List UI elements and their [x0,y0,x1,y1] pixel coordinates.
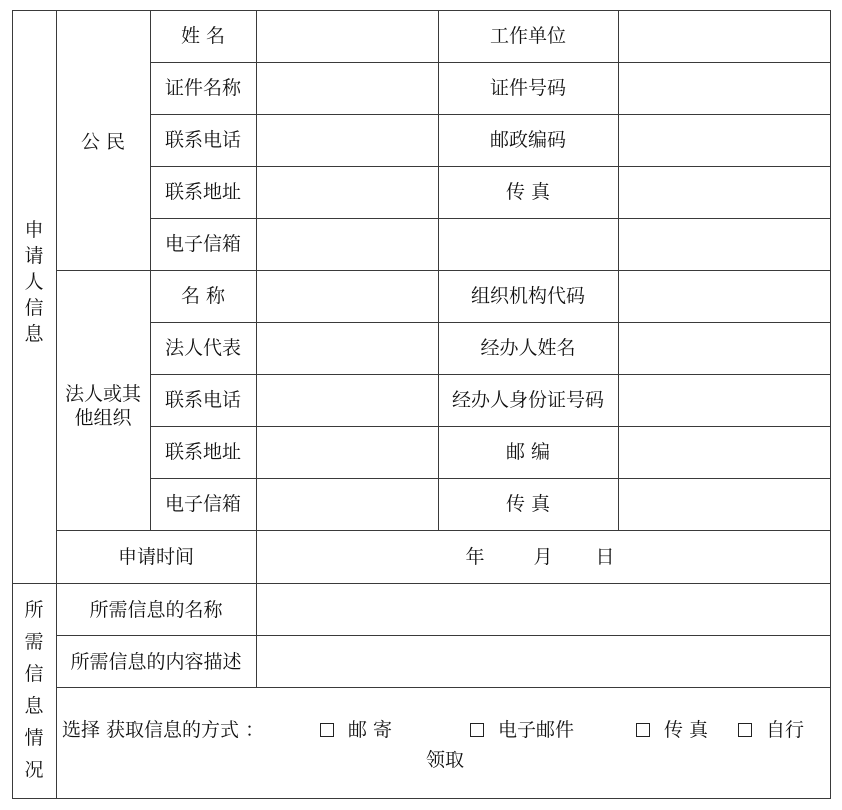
citizen-postcode-label: 邮政编码 [489,129,567,151]
citizen-fax-field[interactable] [619,167,829,218]
apply-year-label: 年 [465,546,485,568]
org-agent-name-label: 经办人姓名 [480,337,576,359]
section-needed-label-char: 所 [24,599,44,621]
org-fax-label: 传 真 [505,493,551,515]
option-self-pickup[interactable] [738,718,804,742]
org-group-label-line2: 他组织 [74,407,132,429]
org-postcode-label: 邮 编 [505,441,551,463]
info-name-label: 所需信息的名称 [89,599,223,621]
org-phone-field[interactable] [257,375,437,426]
org-address-label: 联系地址 [164,441,242,463]
option-self-pickup-label: 自行 [766,719,805,741]
info-name-field[interactable] [257,584,829,635]
section-needed-label-char: 需 [24,631,44,653]
apply-time-field[interactable] [257,531,829,583]
citizen-postcode-field[interactable] [619,115,829,166]
mail-checkbox[interactable] [320,723,334,737]
org-legal-rep-field[interactable] [257,323,437,374]
apply-day-label: 日 [595,546,615,568]
org-email-label: 电子信箱 [164,493,242,515]
citizen-id-type-field[interactable] [257,63,437,114]
citizen-email-field[interactable] [257,219,437,270]
org-code-field[interactable] [619,271,829,322]
citizen-fax-label: 传 真 [505,181,551,203]
org-name-field[interactable] [257,271,437,322]
section-needed-label-char: 情 [24,727,44,749]
option-self-pickup-wrap: 领取 [425,749,464,771]
option-mail[interactable] [320,718,392,742]
info-desc-label: 所需信息的内容描述 [70,651,242,673]
section-applicant-label-char: 申 [24,219,44,241]
apply-time-label: 申请时间 [117,546,195,568]
option-fax[interactable] [636,718,708,742]
org-legal-rep-label: 法人代表 [164,337,242,359]
option-email-label: 电子邮件 [498,719,575,741]
option-fax-label: 传 真 [664,719,709,741]
org-group-label-line1: 法人或其 [64,383,142,405]
section-applicant-label-char: 请 [24,245,44,267]
citizen-phone-label: 联系电话 [164,129,242,151]
self-pickup-checkbox[interactable] [738,723,752,737]
org-agent-id-field[interactable] [619,375,829,426]
section-applicant-label-char: 人 [24,271,44,293]
org-address-field[interactable] [257,427,437,478]
org-agent-name-field[interactable] [619,323,829,374]
org-postcode-field[interactable] [619,427,829,478]
section-needed-label-char: 况 [24,759,44,781]
citizen-email-label: 电子信箱 [164,233,242,255]
citizen-phone-field[interactable] [257,115,437,166]
option-mail-label: 邮 寄 [348,719,393,741]
citizen-address-label: 联系地址 [164,181,242,203]
info-desc-field[interactable] [257,636,829,687]
section-needed-label-char: 信 [24,663,44,685]
citizen-id-number-label: 证件号码 [489,77,567,99]
citizen-id-type-label: 证件名称 [164,77,242,99]
org-fax-field[interactable] [619,479,829,530]
citizen-name-field[interactable] [257,11,437,62]
citizen-name-label: 姓 名 [180,25,226,47]
org-name-label: 名 称 [180,285,226,307]
citizen-workplace-field[interactable] [619,11,829,62]
fax-checkbox[interactable] [636,723,650,737]
retrieval-method-label: 选择 获取信息的方式 ： [62,719,265,741]
option-email[interactable] [470,718,574,742]
org-agent-id-label: 经办人身份证号码 [451,389,605,411]
org-email-field[interactable] [257,479,437,530]
citizen-id-number-field[interactable] [619,63,829,114]
citizen-workplace-label: 工作单位 [489,25,567,47]
org-phone-label: 联系电话 [164,389,242,411]
section-needed-label-char: 息 [24,695,44,717]
section-applicant-label-char: 信 [24,297,44,319]
apply-month-label: 月 [533,546,553,568]
email-checkbox[interactable] [470,723,484,737]
citizen-address-field[interactable] [257,167,437,218]
citizen-group-label: 公 民 [80,131,126,153]
org-code-label: 组织机构代码 [470,285,586,307]
section-applicant-label-char: 息 [24,323,44,345]
